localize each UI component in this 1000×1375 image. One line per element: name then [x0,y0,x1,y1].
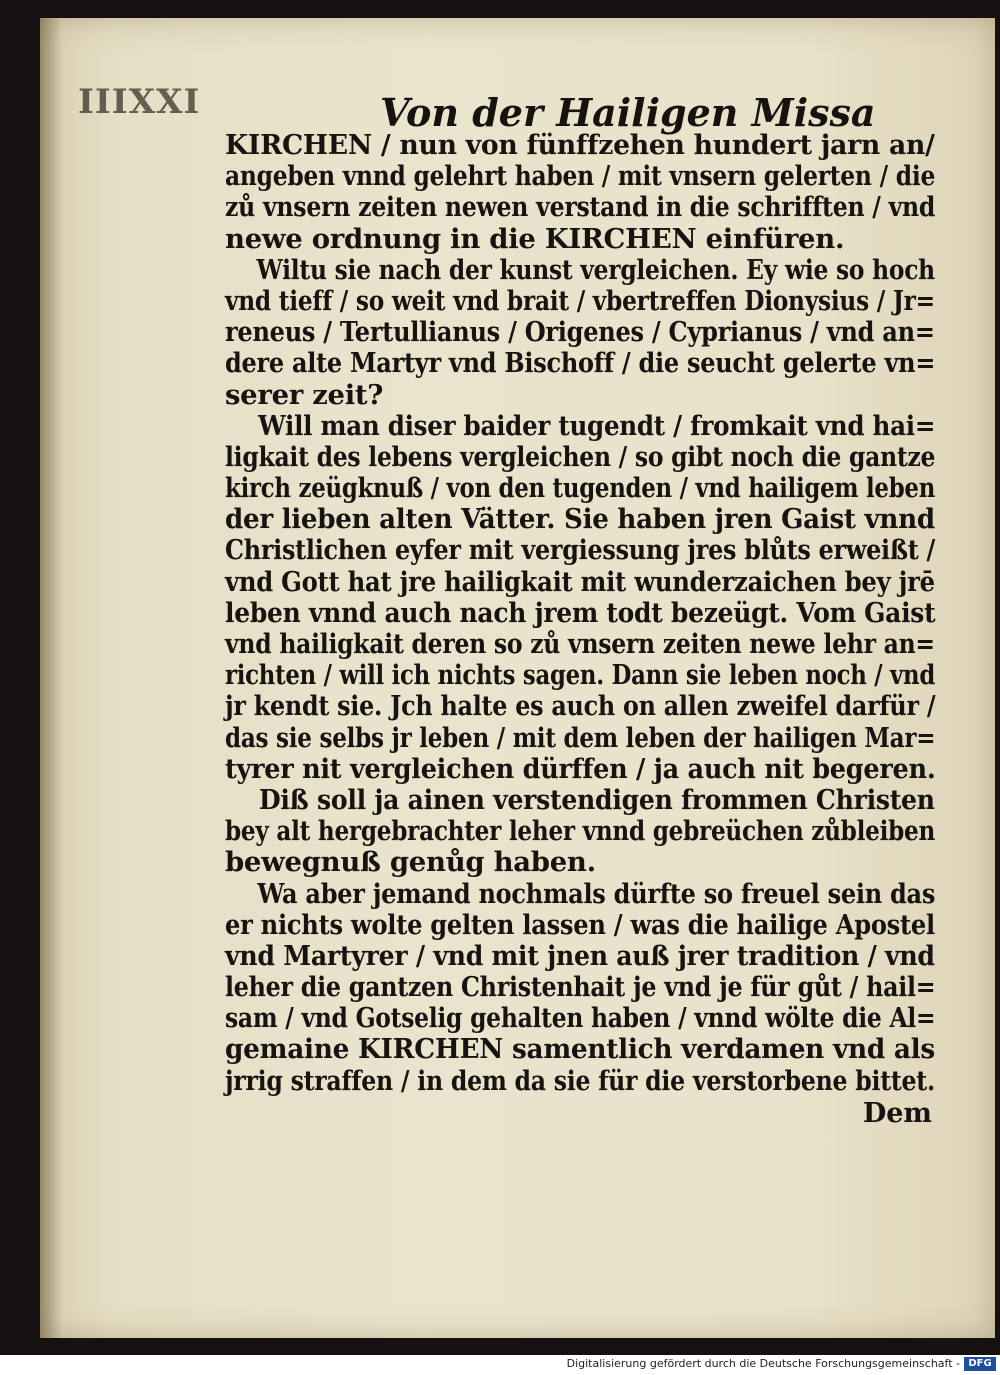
text-line: serer zeit? [225,378,384,411]
text-line: bewegnuß genůg haben. [225,846,596,879]
text-line: jr kendt sie. Jch halte es auch on allen zweifel darfür / [225,690,936,723]
text-line: leher die gantzen Christenhait je vnd je für gůt / hail= [225,971,936,1004]
folio-number: IIIXXI [78,82,201,122]
text-line: vnd tieff / so weit vnd brait / vbertreffen Dionysius / Jr= [225,284,935,317]
page-gutter-shadow [40,18,62,1338]
text-line: leben vnnd auch nach jrem todt bezeügt. Vom Gaist [225,596,936,629]
text-line: KIRCHEN / nun von fünffzehen hundert jarn an/ [225,129,935,161]
text-line: zů vnsern zeiten newen verstand in die schrifften / vnd [225,191,936,224]
text-line: Wa aber jemand nochmals dürfte so freuel sein das [225,877,936,910]
text-line: vnd Martyrer / vnd mit jnen auß jrer tradition / vnd [225,939,935,972]
text-line: Will man diser baider tugendt / fromkait vnd hai= [225,409,936,442]
text-line: vnd hailigkait deren so zů vnsern zeiten newe lehr an= [225,628,935,660]
text-line: Wiltu sie nach der kunst vergleichen. Ey wie so hoch [225,253,935,286]
catchword: Dem [862,1098,932,1129]
text-line: tyrer nit vergleichen dürffen / ja auch nit begeren. [225,752,936,785]
text-line: vnd Gott hat jre hailigkait mit wunderzaichen bey jrē [225,565,935,598]
funding-notice: Digitalisierung gefördert durch die Deutsche Forschungsgemeinschaft - [566,1357,960,1370]
text-line: das sie selbs jr leben / mit dem leben der hailigen Mar= [225,721,936,754]
text-line: der lieben alten Vätter. Sie haben jren Gaist vnnd [225,503,935,536]
text-line: ligkait des lebens vergleichen / so gibt noch die gantze [225,440,936,473]
text-line: angeben vnnd gelehrt haben / mit vnsern gelerten / die [225,160,936,193]
text-line: sam / vnd Gotselig gehalten haben / vnnd wölte die Al= [225,1002,936,1035]
body-text [225,130,935,1097]
text-line: newe ordnung in die KIRCHEN einfüren. [225,222,845,255]
text-line: dere alte Martyr vnd Bischoff / die seucht gelerte vn= [225,347,936,380]
text-line: bey alt hergebrachter leher vnnd gebreüchen zůbleiben [225,815,936,848]
text-line: Diß soll ja ainen verstendigen frommen Christen [225,783,935,816]
text-line: reneus / Tertullianus / Origenes / Cyprianus / vnd an= [225,316,935,349]
running-head: Von der Hailigen Missa [380,90,876,135]
text-line: er nichts wolte gelten lassen / was die hailige Apostel [225,908,935,941]
text-line: gemaine KIRCHEN samentlich verdamen vnd als [225,1033,935,1066]
footer-bar [0,1355,1000,1375]
dfg-logo: DFG [964,1357,996,1371]
text-line: jrrig straffen / in dem da sie für die verstorbene bittet. [225,1064,935,1097]
text-line: richten / will ich nichts sagen. Dann sie leben noch / vnd [225,659,936,692]
text-line: kirch zeügknuß / von den tugenden / vnd hailigem leben [225,472,936,505]
text-line: Christlichen eyfer mit vergiessung jres blůts erweißt / [225,534,936,567]
